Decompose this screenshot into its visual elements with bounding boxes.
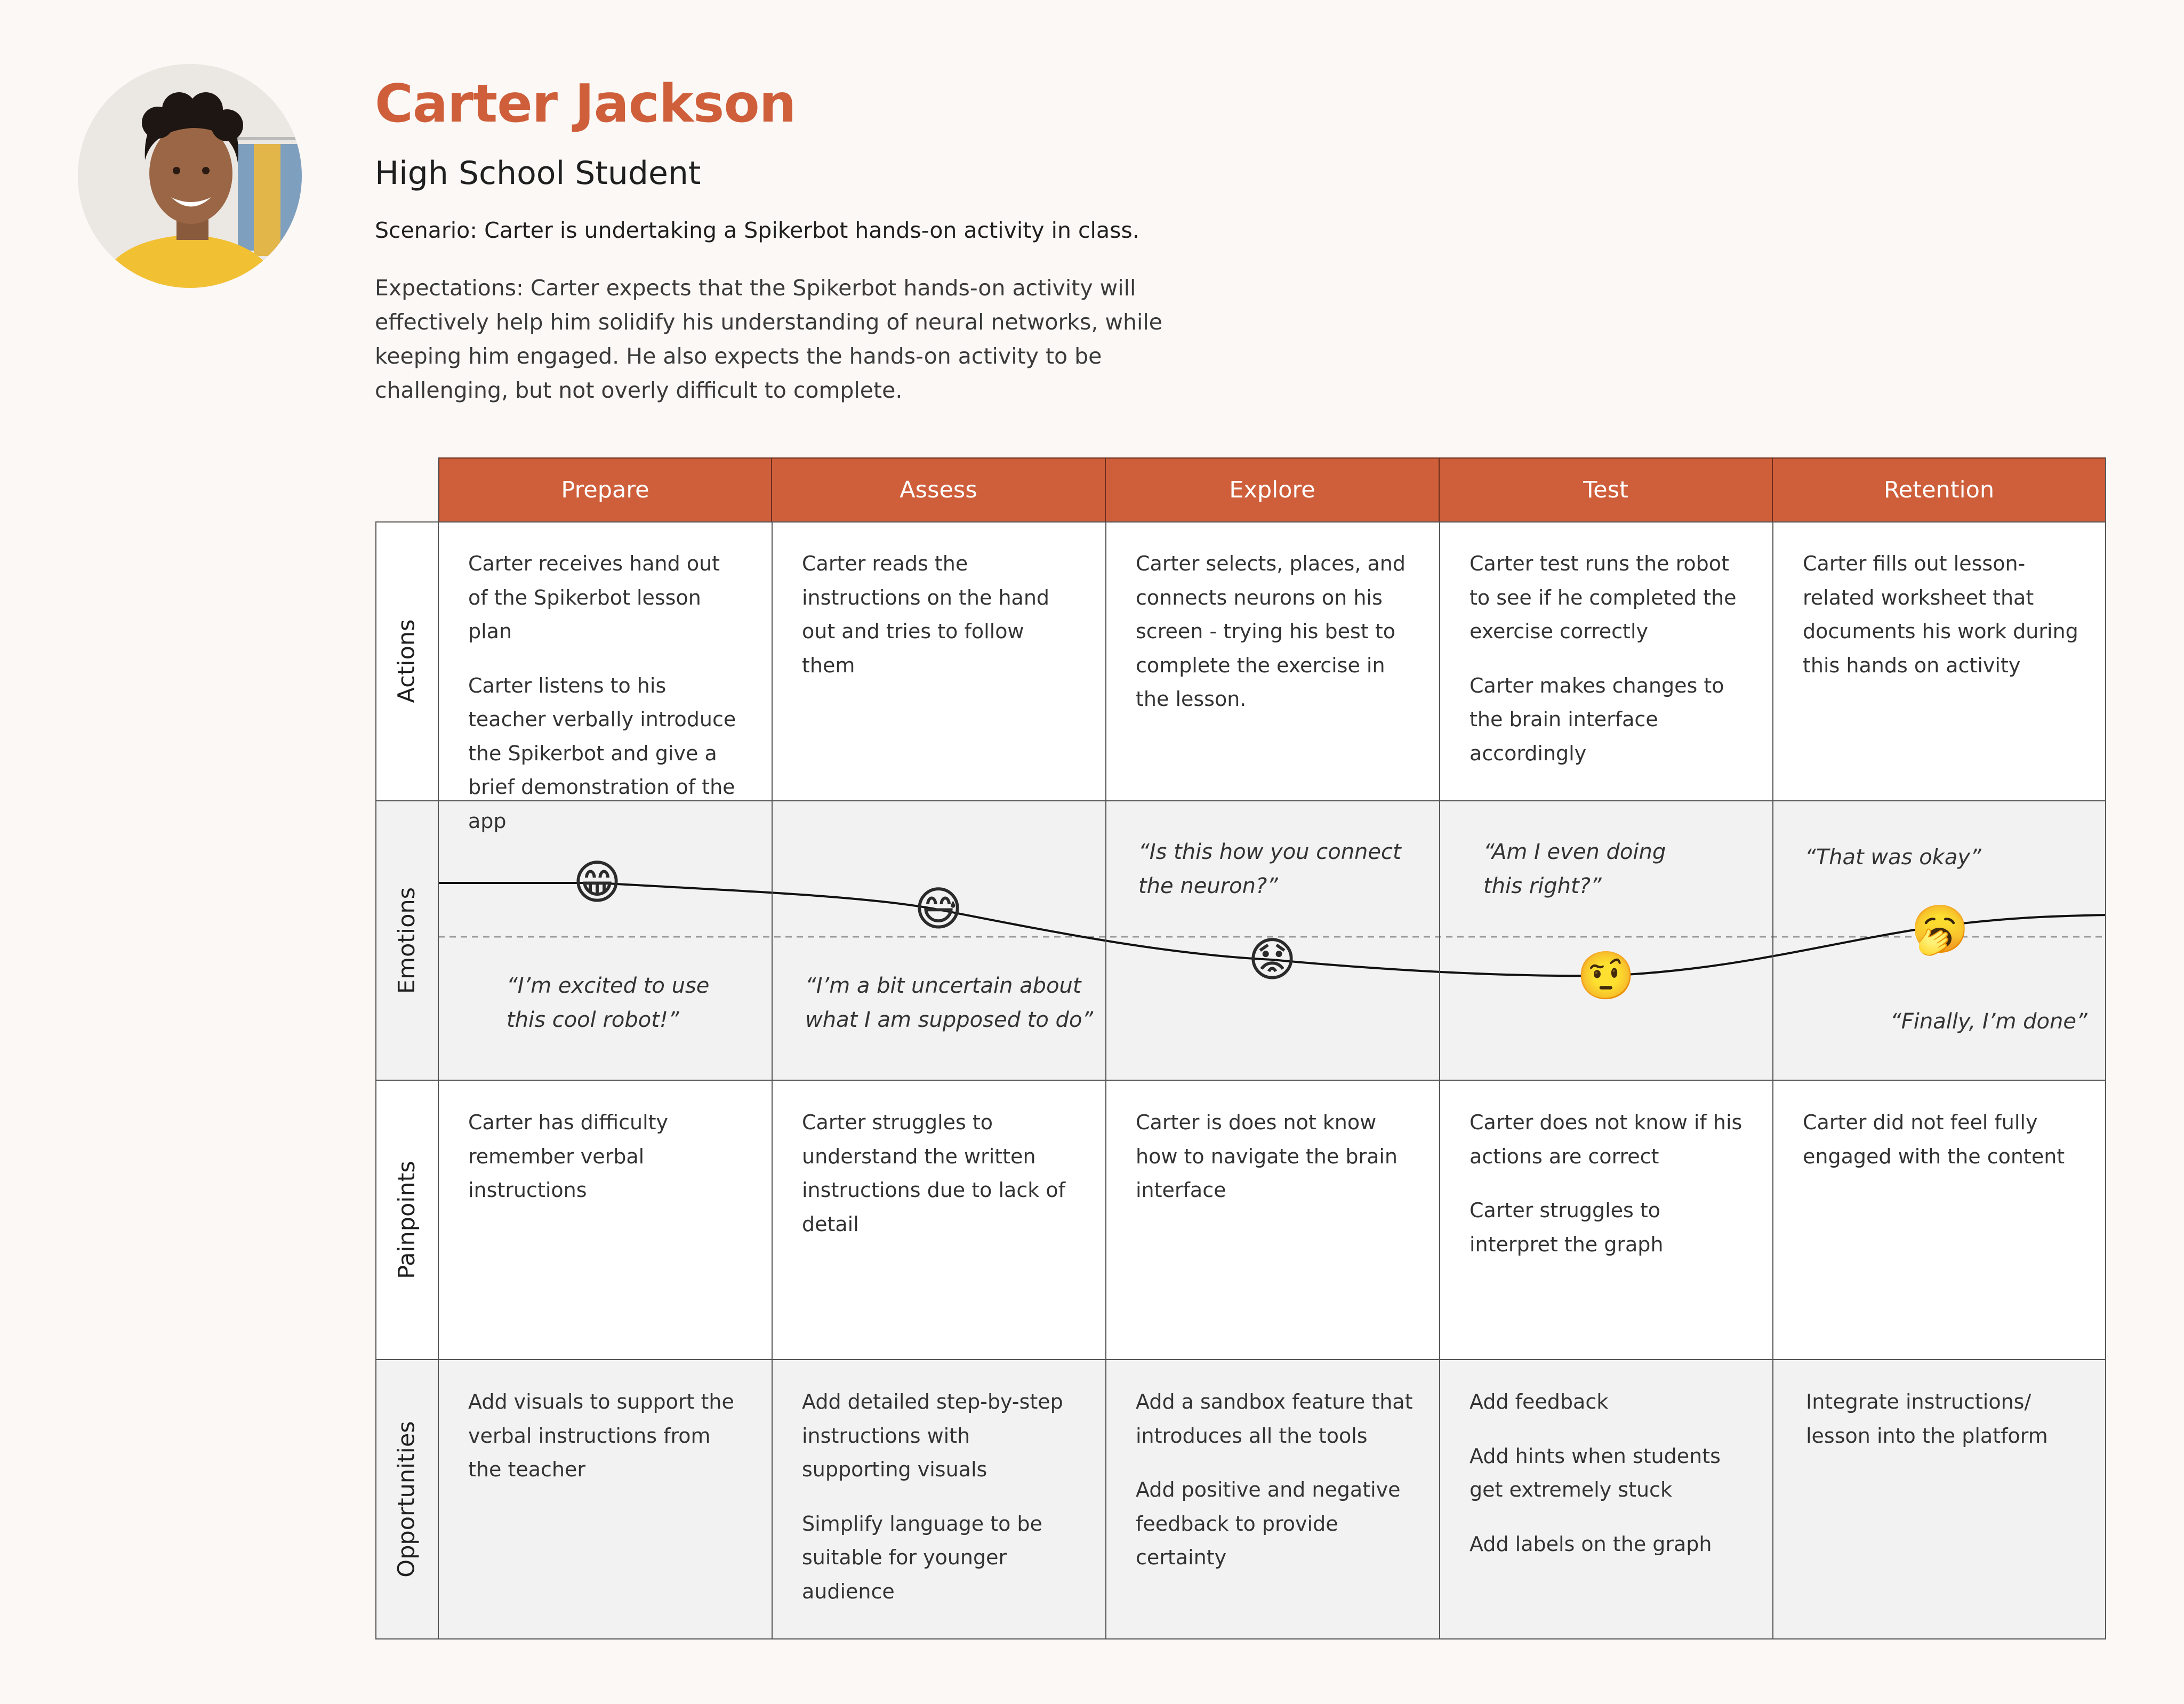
cell-text: Add labels on the graph <box>1470 1532 1712 1556</box>
persona-role: High School Student <box>375 155 701 192</box>
cell-text: Carter listens to his teacher verbally introduce the Spikerbot and give a brief demonstration of the app <box>468 673 736 833</box>
row-label-actions: Actions <box>394 619 421 703</box>
worried-face-icon: 😟 <box>1248 932 1297 987</box>
persona-expectations: Expectations: Carter expects that the Spikerbot hands-on activity will effectively help him solidify his understanding of neural networks, while keeping him engaged. He also expects the hands-on activity to be challenging, but not overly difficult to complete. <box>375 275 1163 403</box>
persona-scenario: Scenario: Carter is undertaking a Spikerbot hands-on activity in class. <box>375 218 1139 243</box>
opportunities-cell-explore <box>1106 1360 1440 1595</box>
avatar <box>78 64 302 288</box>
painpoints-cell-retention <box>1773 1080 2106 1194</box>
cell-text: Add a sandbox feature that introduces all the tools <box>1136 1390 1413 1448</box>
actions-cell-prepare <box>438 521 772 858</box>
cell-text: Add feedback <box>1470 1390 1609 1413</box>
emotion-quote-explore: “Is this how you connect the neuron?” <box>1138 840 1401 898</box>
grid-line <box>375 1359 2106 1360</box>
yawning-face-icon: 🥱 <box>1910 902 1969 957</box>
emotion-quote-assess: “I’m a bit uncertain about what I am supposed to do” <box>805 974 1094 1032</box>
cell-text: Carter did not feel fully engaged with the content <box>1803 1111 2065 1168</box>
grinning-face-icon: 😁 <box>573 855 622 910</box>
emotion-quote-test: “Am I even doing this right?” <box>1483 840 1666 898</box>
cell-text: Carter struggles to interpret the graph <box>1470 1199 1664 1256</box>
emotion-quote-prepare: “I’m excited to use this cool robot!” <box>507 974 710 1032</box>
cell-text: Simplify language to be suitable for younger audience <box>802 1512 1042 1603</box>
cell-text: Carter has difficulty remember verbal instructions <box>468 1111 669 1202</box>
emotion-quote-retention-end: “Finally, I’m done” <box>1890 1009 2087 1034</box>
opportunities-cell-test <box>1440 1360 1773 1581</box>
grid-line <box>375 521 2106 523</box>
actions-cell-test <box>1440 521 1773 791</box>
cell-text: Add detailed step-by-step instructions with supporting visuals <box>802 1390 1063 1481</box>
opportunities-cell-assess <box>772 1360 1106 1629</box>
painpoints-cell-explore <box>1106 1080 1440 1228</box>
cell-text: Carter test runs the robot to see if he completed the exercise correctly <box>1470 552 1737 643</box>
stage-header-assess: Assess <box>772 457 1106 523</box>
grid-line <box>375 800 2106 801</box>
cell-text: Carter is does not know how to navigate the brain interface <box>1136 1111 1398 1202</box>
painpoints-cell-prepare <box>438 1080 772 1228</box>
grid-line <box>438 457 439 1639</box>
sweat-smile-face-icon: 😅 <box>914 881 963 936</box>
grid-line <box>2105 457 2106 1639</box>
row-label-opportunities: Opportunities <box>394 1421 420 1578</box>
emotion-quote-retention-start: “That was okay” <box>1805 845 1981 870</box>
stage-header-retention: Retention <box>1773 457 2106 523</box>
cell-text: Add visuals to support the verbal instructions from the teacher <box>468 1390 734 1481</box>
stage-header-test: Test <box>1440 457 1773 523</box>
cell-text: Carter fills out lesson-related worksheet that documents his work during this hands on activity <box>1803 552 2078 677</box>
cell-text: Add hints when students get extremely stuck <box>1470 1444 1721 1501</box>
row-label-emotions: Emotions <box>394 887 421 994</box>
painpoints-cell-test <box>1440 1080 1773 1282</box>
cell-text: Carter struggles to understand the written instructions due to lack of detail <box>802 1111 1065 1236</box>
cell-text: Carter makes changes to the brain interface accordingly <box>1470 673 1724 765</box>
grid-line <box>375 1080 2106 1081</box>
cell-text: Add positive and negative feedback to provide certainty <box>1136 1478 1401 1569</box>
cell-text: Carter does not know if his actions are correct <box>1470 1111 1743 1168</box>
stage-header-prepare: Prepare <box>438 457 772 523</box>
actions-cell-retention <box>1773 521 2106 703</box>
cell-text: Carter reads the instructions on the hand out and tries to follow them <box>802 552 1050 677</box>
actions-cell-explore <box>1106 521 1440 737</box>
cell-text: Integrate instructions/ lesson into the platform <box>1806 1390 2048 1448</box>
stage-header-explore: Explore <box>1106 457 1440 523</box>
opportunities-cell-retention <box>1773 1360 2106 1473</box>
grid-line <box>375 1638 2106 1639</box>
actions-cell-assess <box>772 521 1106 703</box>
cell-text: Carter receives hand out of the Spikerbot lesson plan <box>468 552 720 643</box>
painpoints-cell-assess <box>772 1080 1106 1261</box>
persona-name: Carter Jackson <box>375 74 796 134</box>
avatar-portrait-icon <box>78 64 302 288</box>
cell-text: Carter selects, places, and connects neurons on his screen - trying his best to complete the exercise in the lesson. <box>1136 552 1406 711</box>
row-label-painpoints: Painpoints <box>394 1161 420 1279</box>
opportunities-cell-prepare <box>438 1360 772 1507</box>
raised-eyebrow-face-icon: 🤨 <box>1577 948 1635 1003</box>
